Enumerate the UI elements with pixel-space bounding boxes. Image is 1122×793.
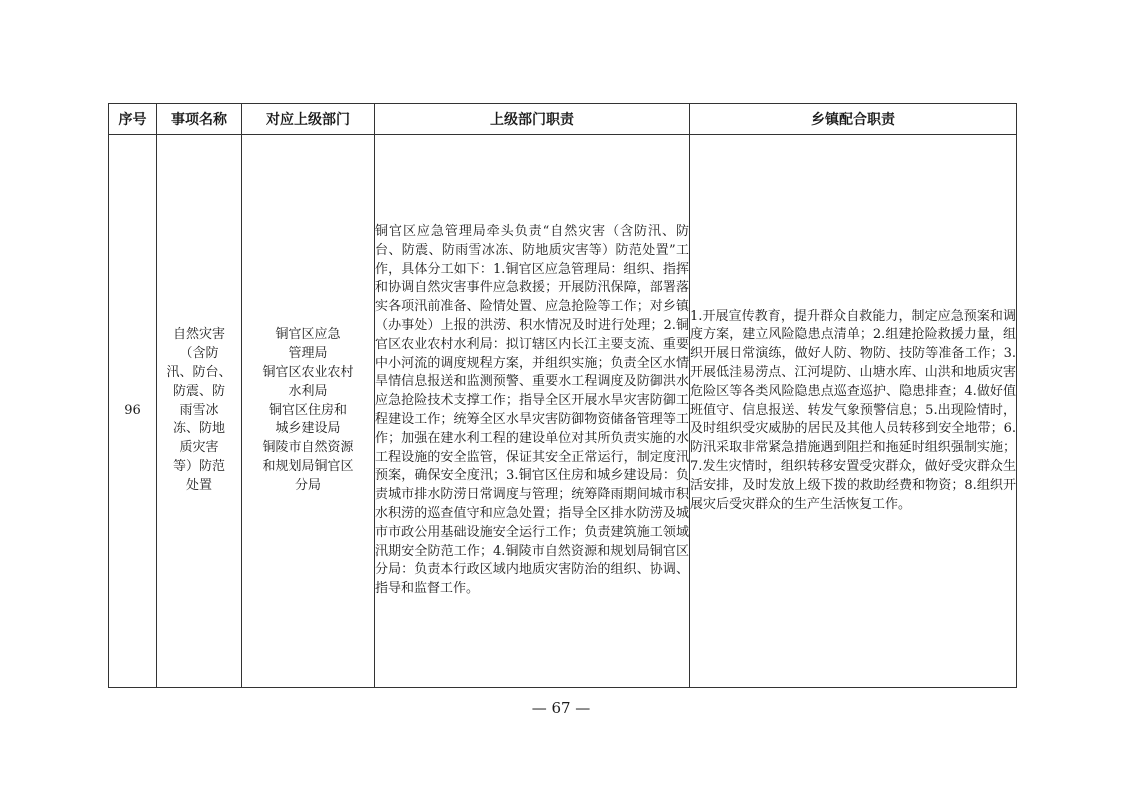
item-name-line: 雨雪冰 <box>179 402 219 418</box>
superior-dept-cell <box>242 135 375 688</box>
header-superior-duties: 上级部门职责 <box>375 104 690 135</box>
dept-line: 城乡建设局 <box>275 421 341 437</box>
dept-line: 铜官区住房和 <box>268 402 347 418</box>
dept-line: 管理局 <box>288 346 328 362</box>
item-name-line: 冻、防地 <box>172 421 225 437</box>
dept-line: 分局 <box>294 477 321 493</box>
dept-line: 铜官区农业农村 <box>262 365 354 380</box>
item-name-line: 汛、防台、 <box>166 365 232 380</box>
header-township-duties: 乡镇配合职责 <box>690 104 1017 135</box>
item-name-line: 质灾害 <box>179 440 219 456</box>
dept-line: 水利局 <box>288 383 328 399</box>
item-name-line: 防震、防 <box>172 383 225 399</box>
table-row <box>109 135 1017 688</box>
item-name-line: 自然灾害 <box>172 327 225 343</box>
superior-duties-cell: 铜官区应急管理局牵头负责“自然灾害（含防汛、防台、防震、防雨雪冰冻、防地质灾害等）防范处置”工作，具体分工如下：1.铜官区应急管理局：组织、指挥和协调自然灾害事件应急救援；开展防汛保障，部署落实各项汛前准备、险情处置、应急抢险等工作；对乡镇（办事处）上报的洪涝、积水情况及时进行处理；2.铜官区农业农村水利局：拟订辖区内长江主要支流、重要中小河流的调度规程方案，并组织实施；负责全区水情旱情信息报送和监测预警、重要水工程调度及防御洪水应急抢险技术支撑工作；指导全区开展水旱灾害防御工程建设工作；统筹全区水旱灾害防御物资储备管理等工作；加强在建水利工程的建设单位对其所负责实施的水工程设施的安全监管，保证其安全正常运行，制定度汛预案，确保安全度汛；3.铜官区住房和城乡建设局：负责城市排水防涝日常调度与管理；统筹降雨期间城市积水积涝的巡查值守和应急处置；指导全区排水防涝及城市市政公用基础设施安全运行工作；负责建筑施工领域汛期安全防范工作；4.铜陵市自然资源和规划局铜官区分局：负责本行政区域内地质灾害防治的组织、协调、指导和监督工作。 <box>375 135 690 688</box>
row-number: 96 <box>109 135 157 688</box>
header-item-name: 事项名称 <box>157 104 242 135</box>
dept-line: 铜陵市自然资源 <box>262 440 354 456</box>
item-name-line: 等）防范 <box>172 458 225 474</box>
duties-table <box>108 103 1017 688</box>
dept-line: 铜官区应急 <box>275 327 341 343</box>
dept-line: 和规划局铜官区 <box>262 458 354 474</box>
page-number: — 67 — <box>531 699 591 717</box>
table-header-row <box>109 104 1017 135</box>
header-superior-dept: 对应上级部门 <box>242 104 375 135</box>
item-name-line: 处置 <box>185 477 212 493</box>
township-duties-cell: 1.开展宣传教育，提升群众自救能力，制定应急预案和调度方案，建立风险隐患点清单；2.组建抢险救援力量，组织开展日常演练，做好人防、物防、技防等准备工作；3.开展低洼易涝点、江河堤防、山塘水库、山洪和地质灾害危险区等各类风险隐患点巡查巡护、隐患排查；4.做好值班值守、信息报送、转发气象预警信息；5.出现险情时，及时组织受灾威胁的居民及其他人员转移到安全地带；6.防汛采取非常紧急措施遇到阻拦和拖延时组织强制实施；7.发生灾情时，组织转移安置受灾群众，做好受灾群众生活安排，及时发放上级下拨的救助经费和物资；8.组织开展灾后受灾群众的生产生活恢复工作。 <box>690 135 1017 688</box>
header-no: 序号 <box>109 104 157 135</box>
item-name-line: （含防 <box>179 346 219 362</box>
item-name-cell <box>157 135 242 688</box>
